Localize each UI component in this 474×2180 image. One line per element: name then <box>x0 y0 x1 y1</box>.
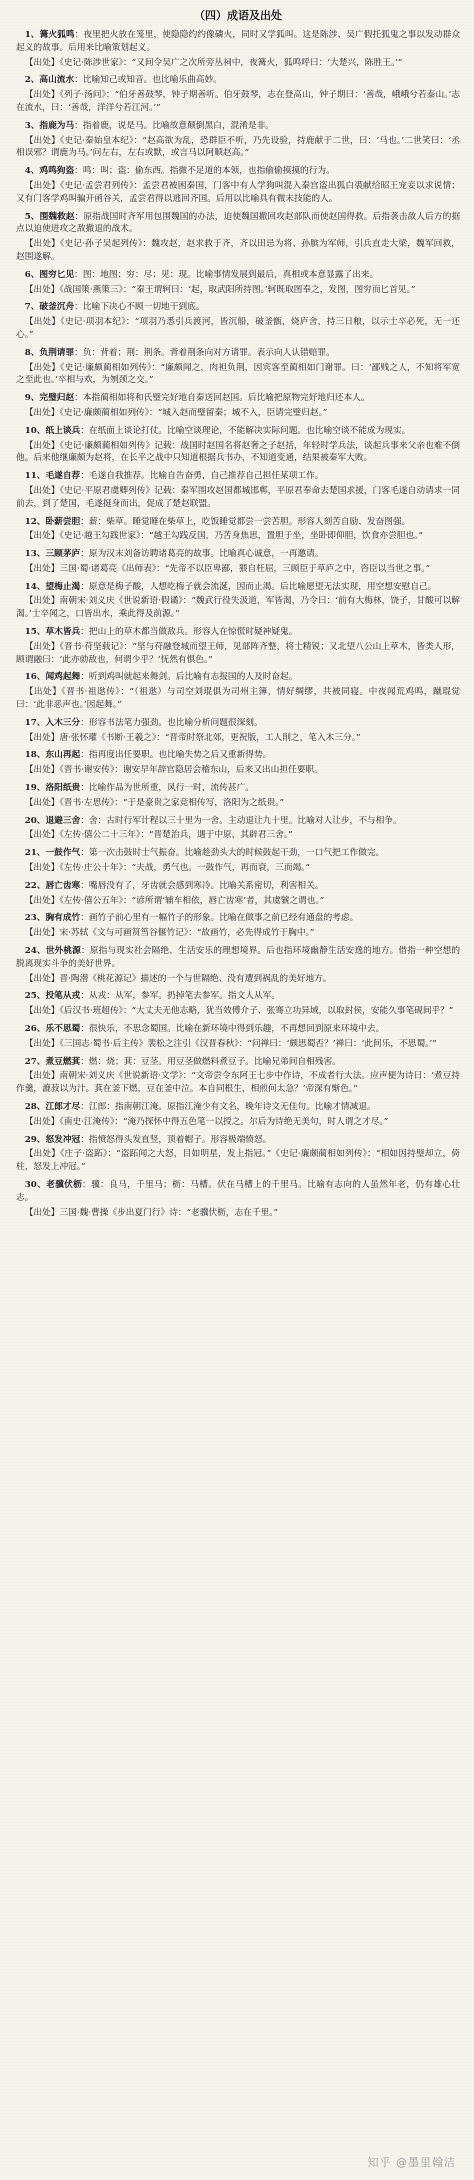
idiom-source: 【出处】《史记·项羽本纪》：“项羽乃悉引兵渡河，皆沉船，破釜甑，烧庐舍，持三日粮，以示士卒必死，无一还心。” <box>16 317 460 340</box>
idiom-meaning: ：薪：柴草。睡觉睡在柴草上，吃饭睡觉都尝一尝苦胆。形容人刻苦自励、发奋图强。 <box>80 516 411 527</box>
entry-number: 10、 <box>24 425 46 436</box>
idiom-name: 破釜沉舟 <box>39 302 75 313</box>
idiom-definition <box>16 990 460 1003</box>
idiom-definition <box>16 120 460 133</box>
idiom-entry <box>16 1023 460 1051</box>
entry-number: 6、 <box>24 269 40 280</box>
idiom-meaning: ：形容书法笔力强劲。也比喻分析问题很深刻。 <box>80 717 263 728</box>
entry-number: 29、 <box>24 1134 46 1145</box>
idiom-source: 【出处】《战国策·燕策三》：“秦王谓轲曰：‘起，取武阳所持图。’轲既取图奉之，发图，图穷而匕首见。” <box>24 284 416 295</box>
idiom-definition <box>16 717 460 730</box>
idiom-entry <box>16 717 460 745</box>
idiom-meaning: ：原为汉末刘备访聘诸葛亮的故事。比喻真心诚意，一再邀请。 <box>80 549 324 560</box>
idiom-definition <box>16 782 460 795</box>
idiom-name: 投笔从戎 <box>45 991 81 1002</box>
idiom-meaning: ：骥：良马，千里马；枥：马槽。伏在马槽上的千里马。比喻有志向的人虽然年老，仍有雄心壮志。 <box>16 1179 461 1203</box>
idiom-source: 【出处】《史记·廉颇蔺相如列传》记载：战国时赵国名将赵奢之子赵括，年轻时学兵法，谈起兵事来父亲也难不倒他。后来他继廉颇为赵将，在长平之战中只知道根据兵书办，不知道变通，结果被秦军大败。 <box>16 440 460 464</box>
idiom-source: 【出处】《史记·孙子吴起列传》：魏攻赵，赵求救于齐，齐以田忌为将、孙膑为军师，引兵直走大梁，魏军回救，赵围遂解。 <box>16 239 460 262</box>
idiom-source: 【出处】晋·陶潜《桃花源记》描述的一个与世隔绝、没有遭到祸乱的美好地方。 <box>24 973 332 984</box>
idiom-entry <box>16 211 460 264</box>
idiom-source: 【出处】《史记·陈涉世家》：“又间令吴广之次所旁丛祠中，夜篝火，狐鸣呼曰：‘大楚兴，陈胜王。’” <box>24 57 403 68</box>
idiom-meaning: ：第一次击鼓时士气振奋。比喻趁劲头大的时候鼓起干劲，一口气把工作做完。 <box>80 848 385 859</box>
idiom-entry <box>16 1101 460 1129</box>
entry-number: 7、 <box>24 302 40 313</box>
idiom-name: 胸有成竹 <box>45 913 81 924</box>
entry-number: 25、 <box>24 991 46 1002</box>
entry-number: 21、 <box>24 848 46 859</box>
idiom-entry <box>16 165 460 205</box>
idiom-name: 高山流水 <box>39 75 75 86</box>
idiom-name: 退避三舍 <box>45 815 81 826</box>
idiom-source: 【出处】《史记·廉颇蔺相如列传》：“城入赵而璧留秦；城不入，臣请完璧归赵。” <box>24 407 328 418</box>
idiom-meaning: ：很快乐，不思念蜀国。比喻在新环境中得到乐趣，不再想回到原来环境中去。 <box>80 1024 385 1034</box>
idiom-source: 【出处】《晋书·谢安传》：谢安早年辞官隐居会稽东山，后来又出山担任要职。 <box>24 765 323 776</box>
idiom-entry <box>16 425 460 465</box>
idiom-meaning: ：原意是梅子酸，人想吃梅子就会流涎，因而止渴。后比喻愿望无法实现，用空想安慰自己。 <box>80 581 437 592</box>
entry-number: 3、 <box>24 120 40 131</box>
idiom-source: 【出处】三国·蜀·诸葛亮《出师表》：“先帝不以臣卑鄙，猥自枉屈，三顾臣于草庐之中，咨臣以当世之事。” <box>24 563 431 574</box>
idiom-meaning: ：听到鸡叫就起来舞剑。后比喻有志报国的人及时奋起。 <box>80 672 298 683</box>
idiom-source: 【出处】《三国志·蜀书·后主传》裴松之注引《汉晋春秋》：“问禅曰：‘颇思蜀否？’禅曰：‘此间乐，不思蜀。’” <box>24 1038 437 1049</box>
idiom-definition <box>16 74 460 87</box>
idiom-entry <box>16 880 460 908</box>
idiom-meaning: ：在纸面上谈论打仗。比喻空谈理论，不能解决实际问题。也比喻空谈不能成为现实。 <box>80 425 411 436</box>
idiom-definition <box>16 548 460 561</box>
idiom-entry <box>16 847 460 875</box>
idiom-meaning: ：把山上的草木都当做敌兵。形容人在惊慌时疑神疑鬼。 <box>80 627 298 638</box>
idiom-meaning: ：燃：烧；萁：豆茎。用豆茎做燃料煮豆子。比喻兄弟间自相残害。 <box>80 1056 341 1067</box>
idiom-source: 【出处】《史记·平原君虞卿列传》记载：秦军围攻赵国都城邯郸，平原君奉命去楚国求援，门客毛遂自动请求一同前去，到了楚国，毛遂挺身而出，促成了楚赵联盟。 <box>16 485 460 509</box>
idiom-meaning: ：嘴唇没有了，牙齿就会感到寒冷。比喻关系密切，利害相关。 <box>80 880 324 891</box>
idiom-meaning: ：从戎：从军，参军。扔掉笔去参军。指文人从军。 <box>80 991 281 1002</box>
idiom-source: 【出处】《晋书·祖逖传》：“（祖逖）与司空刘琨俱为司州主簿，情好绸缪，共被同寝。中夜闻荒鸡鸣，蹴琨觉曰：‘此非恶声也。’因起舞。” <box>16 687 460 711</box>
idiom-entry <box>16 1056 460 1096</box>
page-title: （四）成语及出处 <box>194 9 282 22</box>
entry-number: 12、 <box>24 516 46 527</box>
idiom-entry <box>16 626 460 666</box>
entry-number: 2、 <box>24 75 40 86</box>
idiom-name: 怒发冲冠 <box>45 1134 81 1145</box>
idiom-name: 围魏救赵 <box>39 211 75 222</box>
idiom-meaning: ：指愤怒得头发直竖，顶着帽子。形容极端愤怒。 <box>80 1134 272 1145</box>
entry-number: 28、 <box>24 1101 46 1112</box>
idiom-meaning: ：江郎：指南朝江淹。原指江淹少有文名，晚年诗文无佳句。比喻才情减退。 <box>80 1101 376 1112</box>
idiom-definition <box>16 301 460 314</box>
idiom-name: 毛遂自荐 <box>45 471 81 482</box>
entry-number: 23、 <box>24 913 46 924</box>
entry-number: 18、 <box>24 750 46 761</box>
entry-number: 30、 <box>24 1179 47 1190</box>
idiom-definition <box>16 912 460 925</box>
idiom-definition <box>16 815 460 828</box>
entry-number: 15、 <box>24 627 46 638</box>
idiom-entry <box>16 120 460 160</box>
idiom-source: 【出处】《南史·江淹传》：“淹乃探怀中得五色笔一以授之。尔后为诗绝无美句，时人谓之才尽。” <box>24 1116 389 1127</box>
idiom-definition <box>16 1101 460 1114</box>
idiom-name: 篝火狐鸣 <box>39 30 75 40</box>
idiom-name: 纸上谈兵 <box>45 425 81 436</box>
idiom-source: 【出处】《史记·孟尝君列传》：孟尝君被困秦国，门客中有人学狗叫混入秦宫盗出狐白裘献给昭王宠妾以求说情；又有门客学鸡叫骗开函谷关，孟尝君得以逃回齐国。后用以比喻具有微末技能的人。 <box>16 180 460 204</box>
idiom-meaning: ：原指战国时齐军用包围魏国的办法，迫使魏国撤回攻赵部队而使赵国得救。后指袭击敌人后方的据点以迫使进攻之敌撤退的战术。 <box>16 211 461 235</box>
entry-number: 4、 <box>24 166 40 177</box>
entry-number: 17、 <box>24 717 46 728</box>
idiom-entry <box>16 581 460 621</box>
idiom-entry <box>16 470 460 510</box>
idiom-source: 【出处】《晋书·左思传》：“于是豪贵之家竞相传写，洛阳为之纸贵。” <box>24 797 284 808</box>
idiom-source: 【出处】南朝宋·刘义庆《世说新语·文学》：“文帝尝令东阿王七步中作诗，不成者行大法。应声便为诗曰：‘煮豆持作羹，漉菽以为汁。萁在釜下燃，豆在釜中泣。本自同根生，相煎何太急？’帝深有惭色。” <box>16 1071 460 1095</box>
idiom-entry <box>16 516 460 544</box>
idiom-name: 闻鸡起舞 <box>45 672 81 683</box>
idiom-definition <box>16 1179 460 1205</box>
idiom-definition <box>16 516 460 529</box>
entry-number: 24、 <box>24 946 46 957</box>
idiom-source: 【出处】《后汉书·班超传》：“大丈夫无他志略，犹当效傅介子、张骞立功异域，以取封侯，安能久事笔砚间乎？” <box>24 1006 454 1017</box>
idiom-definition <box>16 880 460 893</box>
idiom-meaning: ：图：地图；穷：尽；见：现。比喻事情发展到最后，真相或本意显露了出来。 <box>74 269 379 280</box>
idiom-definition <box>16 847 460 860</box>
idiom-name: 世外桃源 <box>45 946 82 957</box>
entry-number: 19、 <box>24 783 46 794</box>
idiom-entry <box>16 548 460 576</box>
idiom-name: 鸡鸣狗盗 <box>39 166 75 177</box>
idiom-definition <box>16 1134 460 1147</box>
entry-number: 16、 <box>24 672 46 683</box>
idiom-meaning: ：比喻下决心不顾一切地干到底。 <box>74 302 205 313</box>
idiom-definition <box>16 626 460 639</box>
idiom-entry <box>16 392 460 420</box>
idiom-entry <box>16 347 460 387</box>
entry-number: 20、 <box>24 815 46 826</box>
idiom-name: 老骥伏枥 <box>46 1179 83 1190</box>
idiom-entry <box>16 1134 460 1174</box>
idiom-source: 【出处】宋·苏轼《文与可画筼筜谷偃竹记》：“故画竹，必先得成竹于胸中。” <box>24 928 315 939</box>
idiom-name: 入木三分 <box>45 717 81 728</box>
idiom-definition <box>16 945 460 971</box>
idiom-meaning: ：夜里把火放在笼里，使隐隐约约像磷火，同时又学狐叫。这是陈涉、吴广假托狐鬼之事以发动群众起义的故事。后用来比喻策划起义。 <box>16 30 461 53</box>
entry-number: 22、 <box>24 880 46 891</box>
idiom-name: 洛阳纸贵 <box>45 783 81 794</box>
idiom-meaning: ：鸣：叫；盗：偷东西。指微不足道的本领，也指偷偷摸摸的行为。 <box>74 166 335 177</box>
idiom-source: 【出处】《左传·庄公十年》：“夫战，勇气也。一鼓作气，再而衰，三而竭。” <box>24 863 310 874</box>
idiom-definition <box>16 347 460 360</box>
idiom-definition <box>16 749 460 762</box>
idiom-meaning: ：画竹子前心里有一幅竹子的形象。比喻在做事之前已经有通盘的考虑。 <box>80 913 359 924</box>
idiom-name: 煮豆燃萁 <box>45 1056 81 1067</box>
idiom-name: 卧薪尝胆 <box>45 516 81 527</box>
idiom-definition <box>16 671 460 684</box>
idiom-name: 江郎才尽 <box>45 1101 81 1112</box>
idiom-definition <box>16 425 460 438</box>
idiom-entry <box>16 29 460 69</box>
idiom-definition <box>16 1056 460 1069</box>
idiom-source: 【出处】《列子·汤问》：“伯牙善鼓琴，钟子期善听。伯牙鼓琴，志在登高山，钟子期曰：‘善哉，峨峨兮若泰山。’志在流水，曰：‘善哉，洋洋兮若江河。’” <box>16 90 460 113</box>
entry-number: 14、 <box>24 581 46 592</box>
idiom-entry <box>16 782 460 810</box>
entry-number: 27、 <box>24 1056 46 1067</box>
idiom-source: 【出处】《史记·秦始皇本纪》：“赵高欲为乱，恐群臣不听，乃先设验，持鹿献于二世，曰：‘马也。’二世笑曰：‘丞相误邪？谓鹿为马。’问左右，左右或默，或言马以阿顺赵高。” <box>16 135 460 159</box>
idiom-source: 【出处】《史记·越王勾践世家》：“越王勾践反国，乃苦身焦思，置胆于坐，坐卧即仰胆，饮食亦尝胆也。” <box>24 531 423 542</box>
watermark <box>368 2154 457 2170</box>
idiom-source: 【出处】《史记·廉颇蔺相如列传》：“廉颇闻之，肉袒负荆，因宾客至蔺相如门谢罪。曰：‘鄙贱之人，不知将军宽之至此也。’卒相与欢，为刎颈之交。” <box>16 362 460 386</box>
idiom-source: 【出处】《左传·僖公五年》：“谚所谓‘辅车相依，唇亡齿寒’者，其虞虢之谓也。” <box>24 895 325 906</box>
entry-list <box>16 29 460 1219</box>
idiom-name: 唇亡齿寒 <box>45 880 81 891</box>
idiom-meaning: ：比喻知己或知音。也比喻乐曲高妙。 <box>74 75 222 86</box>
idiom-meaning: ：本指蔺相如将和氏璧完好地自秦送回赵国。后比喻把原物完好地归还本人。 <box>74 393 370 404</box>
entry-number: 26、 <box>24 1024 46 1034</box>
idiom-meaning: ：指着鹿，说是马。比喻故意颠倒黑白，混淆是非。 <box>74 120 274 131</box>
idiom-name: 图穷匕见 <box>39 269 75 280</box>
idiom-source: 【出处】三国·魏·曹操《步出夏门行》诗：“老骥伏枥，志在千里。” <box>24 1207 278 1218</box>
entry-number: 13、 <box>24 549 46 560</box>
idiom-meaning: ：指再度出任要职。也比喻失势之后又重新得势。 <box>80 750 272 761</box>
idiom-source: 【出处】南朝宋·刘义庆《世说新语·假谲》：“魏武行役失汲道，军皆渴，乃令曰：‘前有大梅林，饶子，甘酸可以解渴。’士卒闻之，口皆出水，乘此得及前源。” <box>16 596 460 620</box>
idiom-meaning: ：原指与现实社会隔绝、生活安乐的理想境界。后也指环境幽静生活安逸的地方。借指一种空想的脱离现实斗争的美好世界。 <box>16 946 461 969</box>
idiom-meaning: ：负：背着；荆：荆条。背着荆条向对方请罪。表示向人认错赔罪。 <box>74 347 335 358</box>
entry-number: 8、 <box>24 347 40 358</box>
idiom-definition <box>16 581 460 594</box>
idiom-definition <box>16 269 460 282</box>
idiom-entry <box>16 990 460 1018</box>
idiom-name: 指鹿为马 <box>39 120 75 131</box>
idiom-definition <box>16 29 460 55</box>
idiom-definition <box>16 470 460 483</box>
idiom-source: 【出处】《庄子·盗跖》：“盗跖闻之大怒，目如明星，发上指冠。”《史记·廉颇蔺相如列传》：“相如因持璧却立，倚柱，怒发上冲冠。” <box>16 1149 460 1173</box>
watermark-text: 知乎 @墨里翰洁 <box>367 2156 456 2169</box>
idiom-entry <box>16 1179 460 1219</box>
idiom-definition <box>16 392 460 405</box>
idiom-name: 完璧归赵 <box>39 393 75 404</box>
entry-number: 5、 <box>24 211 40 222</box>
idiom-entry <box>16 912 460 940</box>
idiom-name: 负荆请罪 <box>39 347 75 358</box>
entry-number: 1、 <box>24 30 40 40</box>
idiom-entry <box>16 301 460 341</box>
idiom-meaning: ：比喻作品为世所重，风行一时，流传甚广。 <box>80 783 254 794</box>
idiom-source: 【出处】唐·张怀瓘《书断·王羲之》：“晋帝时祭北郊，更祝版，工人削之，笔入木三分。” <box>24 732 361 743</box>
idiom-meaning: ：毛遂自我推荐。比喻自告奋勇，自己推荐自己担任某项工作。 <box>80 471 324 482</box>
idiom-definition <box>16 165 460 178</box>
idiom-source: 【出处】《晋书·苻坚载记》：“坚与苻融登城而望王师，见部阵齐整，将士精锐；又北望八公山上草木，皆类人形，顾谓融曰：‘此亦勍敌也，何谓少乎？’怃然有惧色。” <box>16 641 460 665</box>
idiom-entry <box>16 269 460 297</box>
idiom-definition <box>16 211 460 237</box>
entry-number: 11、 <box>24 471 46 482</box>
idiom-source: 【出处】《左传·僖公二十三年》：“晋楚治兵，遇于中原，其辟君三舍。” <box>24 830 293 841</box>
idiom-entry <box>16 749 460 777</box>
idiom-entry <box>16 815 460 843</box>
idiom-name: 东山再起 <box>45 750 81 761</box>
idiom-definition <box>16 1023 460 1036</box>
idiom-name: 草木皆兵 <box>45 627 81 638</box>
idiom-entry <box>16 671 460 711</box>
idiom-name: 三顾茅庐 <box>45 549 81 560</box>
idiom-entry <box>16 74 460 114</box>
idiom-name: 望梅止渴 <box>45 581 81 592</box>
idiom-meaning: ：舍：古时行军计程以三十里为一舍。主动退让九十里。比喻对人让步，不与相争。 <box>80 815 402 826</box>
idiom-name: 一鼓作气 <box>45 848 81 859</box>
idiom-name: 乐不思蜀 <box>45 1024 81 1034</box>
idiom-entry <box>16 945 460 985</box>
entry-number: 9、 <box>24 393 40 404</box>
